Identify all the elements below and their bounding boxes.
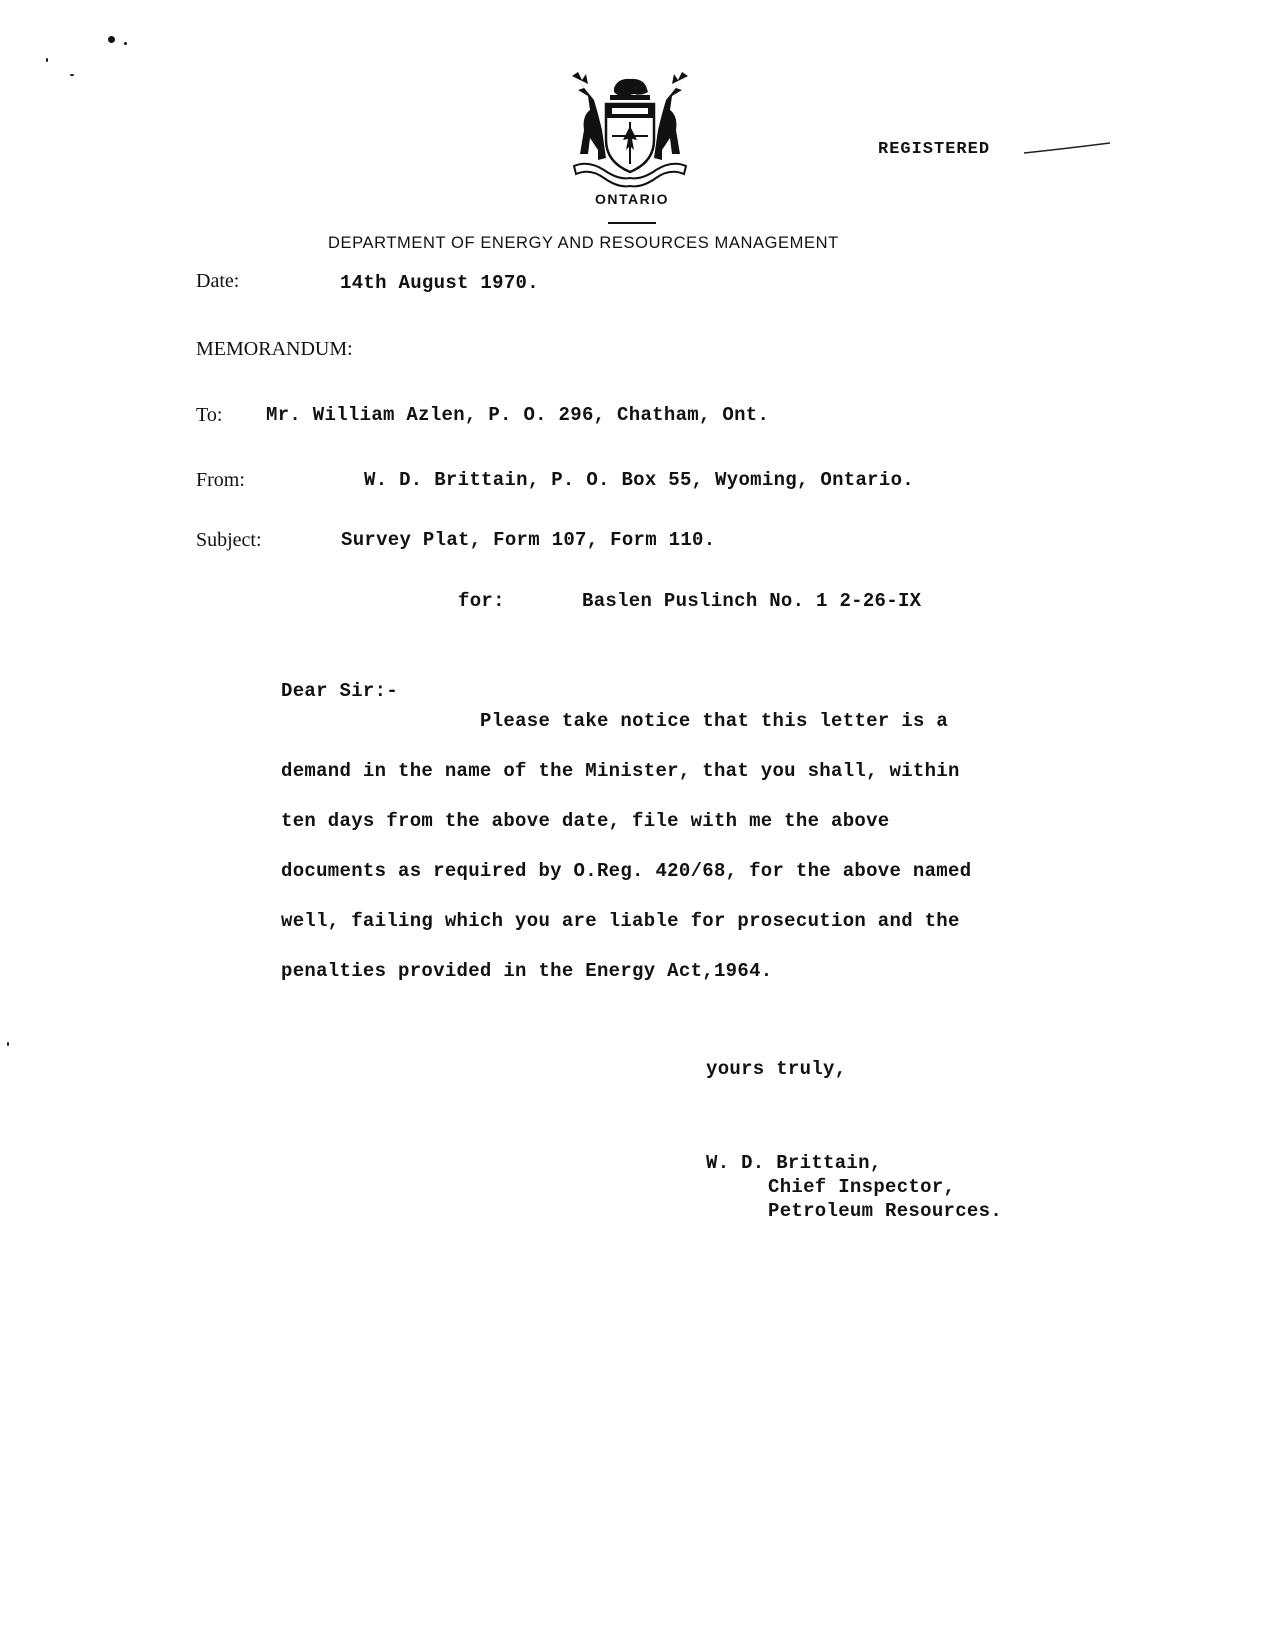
salutation: Dear Sir:- xyxy=(281,680,399,702)
body-line: ten days from the above date, file with me the above xyxy=(281,810,890,832)
pen-stroke-mark xyxy=(1022,141,1112,155)
scan-speck xyxy=(124,42,127,45)
body-line: documents as required by O.Reg. 420/68, for the above named xyxy=(281,860,972,882)
signature-title: Chief Inspector, xyxy=(768,1176,956,1198)
subject-value: Survey Plat, Form 107, Form 110. xyxy=(341,529,716,551)
to-label: To: xyxy=(196,404,223,426)
scan-speck xyxy=(46,58,48,62)
signature-office: Petroleum Resources. xyxy=(768,1200,1003,1222)
body-line: penalties provided in the Energy Act,1964. xyxy=(281,960,773,982)
scan-speck xyxy=(108,36,115,43)
scan-speck xyxy=(7,1042,9,1046)
for-value: Baslen Puslinch No. 1 2-26-IX xyxy=(582,590,922,612)
subject-label: Subject: xyxy=(196,529,262,551)
closing: yours truly, xyxy=(706,1058,847,1080)
for-label: for: xyxy=(458,590,505,612)
body-line: well, failing which you are liable for prosecution and the xyxy=(281,910,960,932)
ontario-coat-of-arms-icon xyxy=(568,70,692,190)
memorandum-heading: MEMORANDUM: xyxy=(196,338,353,360)
date-label: Date: xyxy=(196,270,240,292)
letterhead-divider xyxy=(608,222,656,224)
scan-speck xyxy=(70,74,74,76)
to-value: Mr. William Azlen, P. O. 296, Chatham, Ont. xyxy=(266,404,770,426)
from-label: From: xyxy=(196,469,245,491)
registered-stamp: REGISTERED xyxy=(878,140,991,159)
letterhead-department: DEPARTMENT OF ENERGY AND RESOURCES MANAGEMENT xyxy=(328,234,839,252)
body-line: demand in the name of the Minister, that you shall, within xyxy=(281,760,960,782)
signature-name: W. D. Brittain, xyxy=(706,1152,882,1174)
body-line: Please take notice that this letter is a xyxy=(480,710,949,732)
from-value: W. D. Brittain, P. O. Box 55, Wyoming, Ontario. xyxy=(364,469,914,491)
letterhead-province: ONTARIO xyxy=(595,191,670,207)
date-value: 14th August 1970. xyxy=(340,272,539,294)
